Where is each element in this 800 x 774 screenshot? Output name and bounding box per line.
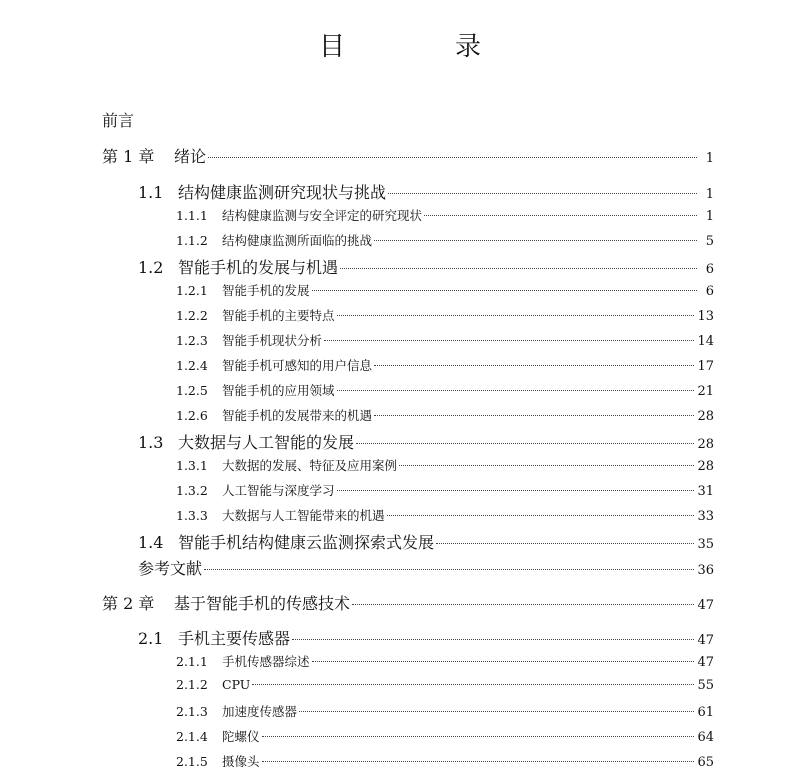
- toc-entry-page: 6: [705, 284, 714, 299]
- toc-entry-title: 基于智能手机的传感技术: [174, 594, 351, 613]
- toc-entry-number: 1.2.5: [176, 383, 208, 398]
- toc-entry-page: 33: [697, 509, 714, 524]
- toc-entry-title: 加速度传感器: [222, 704, 298, 719]
- toc-entry-page: 31: [697, 484, 714, 499]
- toc-entry-title: 智能手机现状分析: [222, 333, 323, 348]
- toc-entry-page: 28: [697, 409, 714, 424]
- dot-leader: [337, 390, 695, 391]
- dot-leader: [252, 684, 694, 685]
- toc-entry-number: 1.2: [138, 258, 164, 277]
- toc-entry-title: 手机主要传感器: [178, 629, 291, 648]
- dot-leader: [262, 761, 695, 762]
- dot-leader: [204, 569, 694, 570]
- toc-entry-title: 陀螺仪: [222, 729, 260, 744]
- toc-entry-title: 人工智能与深度学习: [222, 483, 335, 498]
- toc-entry-number: 1.2.4: [176, 358, 208, 373]
- toc-entry-page: 28: [697, 459, 714, 474]
- dot-leader: [352, 604, 694, 605]
- toc-entry-number: 1.3.3: [176, 508, 208, 523]
- toc-entry-number: 1.2.2: [176, 308, 208, 323]
- toc-entry-subsection-2-1-2[interactable]: [176, 677, 714, 699]
- dot-leader: [356, 443, 694, 444]
- toc-entry-page: 55: [697, 678, 714, 693]
- toc-entry-title: 摄像头: [222, 754, 260, 769]
- dot-leader: [374, 415, 694, 416]
- toc-entry-number: 第 1 章: [102, 147, 155, 166]
- toc-entry-subsection-1-2-3[interactable]: [176, 331, 714, 353]
- toc-entry-page: 36: [697, 563, 714, 578]
- toc-entry-chapter-1[interactable]: [102, 144, 714, 168]
- toc-entry-page: 47: [697, 655, 714, 670]
- toc-entry-title: 结构健康监测与安全评定的研究现状: [222, 208, 423, 223]
- dot-leader: [374, 365, 694, 366]
- toc-entry-section-1-4[interactable]: [138, 530, 714, 552]
- toc-entry-number: 1.1.2: [176, 233, 208, 248]
- toc-entry-page: 47: [697, 598, 714, 613]
- toc-entry-number: 1.2.1: [176, 283, 208, 298]
- dot-leader: [208, 157, 697, 158]
- toc-entry-page: 47: [697, 633, 714, 648]
- toc-entry-subsection-2-1-4[interactable]: [176, 727, 714, 749]
- toc-entry-page: 6: [705, 262, 714, 277]
- toc-entry-page: 17: [697, 359, 714, 374]
- toc-entry-subsection-1-2-4[interactable]: [176, 356, 714, 378]
- toc-entry-number: 1.4: [138, 533, 164, 552]
- dot-leader: [374, 240, 697, 241]
- toc-entry-page: 21: [697, 384, 714, 399]
- dot-leader: [337, 490, 695, 491]
- toc-entry-page: 64: [697, 730, 714, 745]
- toc-entry-number: 1.1: [138, 183, 164, 202]
- toc-entry-page: 35: [697, 537, 714, 552]
- toc-entry-title: 智能手机结构健康云监测探索式发展: [178, 533, 435, 552]
- toc-entry-number: 1.2.3: [176, 333, 208, 348]
- toc-entry-number: 第 2 章: [102, 594, 155, 613]
- toc-entry-page: 14: [697, 334, 714, 349]
- dot-leader: [324, 340, 694, 341]
- toc-entry-subsection-2-1-5[interactable]: [176, 752, 714, 774]
- toc-entry-title: 智能手机的应用领域: [222, 383, 335, 398]
- toc-entry-section-1-3[interactable]: [138, 430, 714, 452]
- toc-entry-references[interactable]: [138, 556, 714, 578]
- toc-entry-title: 智能手机的发展带来的机遇: [222, 408, 373, 423]
- toc-entry-section-1-1[interactable]: [138, 180, 714, 202]
- dot-leader: [292, 639, 694, 640]
- toc-entry-title: 参考文献: [138, 559, 203, 578]
- toc-entry-subsection-2-1-1[interactable]: [176, 652, 714, 674]
- toc-entry-title: 结构健康监测研究现状与挑战: [178, 183, 387, 202]
- dot-leader: [388, 193, 697, 194]
- toc-entry-subsection-1-1-2[interactable]: [176, 231, 714, 253]
- toc-entry-page: 28: [697, 437, 714, 452]
- toc-entry-preface[interactable]: [102, 108, 702, 132]
- toc-entry-title: 智能手机可感知的用户信息: [222, 358, 373, 373]
- toc-entry-title: CPU: [222, 677, 251, 692]
- dot-leader: [424, 215, 697, 216]
- toc-entry-title: 智能手机的主要特点: [222, 308, 335, 323]
- toc-entry-subsection-1-2-6[interactable]: [176, 406, 714, 428]
- dot-leader: [436, 543, 694, 544]
- toc-entry-subsection-1-3-1[interactable]: [176, 456, 714, 478]
- toc-entry-title: 前言: [102, 111, 135, 130]
- toc-entry-page: 1: [705, 151, 714, 166]
- dot-leader: [299, 711, 694, 712]
- toc-entry-number: 1.1.1: [176, 208, 208, 223]
- toc-entry-title: 大数据的发展、特征及应用案例: [222, 458, 398, 473]
- toc-entry-subsection-1-3-3[interactable]: [176, 506, 714, 528]
- toc-entry-subsection-1-2-5[interactable]: [176, 381, 714, 403]
- dot-leader: [387, 515, 695, 516]
- dot-leader: [337, 315, 695, 316]
- toc-entry-subsection-1-1-1[interactable]: [176, 206, 714, 228]
- toc-entry-number: 2.1.2: [176, 677, 208, 692]
- toc-entry-title: 大数据与人工智能带来的机遇: [222, 508, 385, 523]
- toc-entry-page: 13: [697, 309, 714, 324]
- toc-entry-page: 61: [697, 705, 714, 720]
- toc-entry-section-2-1[interactable]: [138, 626, 714, 648]
- dot-leader: [340, 268, 697, 269]
- toc-entry-title: 手机传感器综述: [222, 654, 310, 669]
- toc-entry-page: 5: [705, 234, 714, 249]
- toc-entry-chapter-2[interactable]: [102, 591, 714, 615]
- toc-entry-number: 1.3: [138, 433, 164, 452]
- toc-entry-title: 绪论: [174, 147, 207, 166]
- toc-entry-section-1-2[interactable]: [138, 255, 714, 277]
- toc-entry-page: 1: [705, 209, 714, 224]
- toc-entry-subsection-2-1-3[interactable]: [176, 702, 714, 724]
- dot-leader: [312, 290, 697, 291]
- toc-entry-number: 2.1.5: [176, 754, 208, 769]
- dot-leader: [399, 465, 694, 466]
- toc-entry-number: 1.3.2: [176, 483, 208, 498]
- toc-entry-subsection-1-2-1[interactable]: [176, 281, 714, 303]
- toc-entry-title: 结构健康监测所面临的挑战: [222, 233, 373, 248]
- toc-entry-title: 智能手机的发展与机遇: [178, 258, 339, 277]
- toc-entry-subsection-1-2-2[interactable]: [176, 306, 714, 328]
- toc-entry-number: 2.1.3: [176, 704, 208, 719]
- toc-entry-number: 2.1.4: [176, 729, 208, 744]
- toc-entry-number: 2.1: [138, 629, 164, 648]
- page-title: 目 录: [318, 32, 523, 62]
- toc-entry-page: 1: [705, 187, 714, 202]
- toc-entry-number: 1.3.1: [176, 458, 208, 473]
- toc-entry-title: 大数据与人工智能的发展: [178, 433, 355, 452]
- toc-entry-page: 65: [697, 755, 714, 770]
- toc-entry-number: 2.1.1: [176, 654, 208, 669]
- toc-entry-number: 1.2.6: [176, 408, 208, 423]
- toc-entry-title: 智能手机的发展: [222, 283, 310, 298]
- toc-entry-subsection-1-3-2[interactable]: [176, 481, 714, 503]
- dot-leader: [312, 661, 695, 662]
- dot-leader: [262, 736, 695, 737]
